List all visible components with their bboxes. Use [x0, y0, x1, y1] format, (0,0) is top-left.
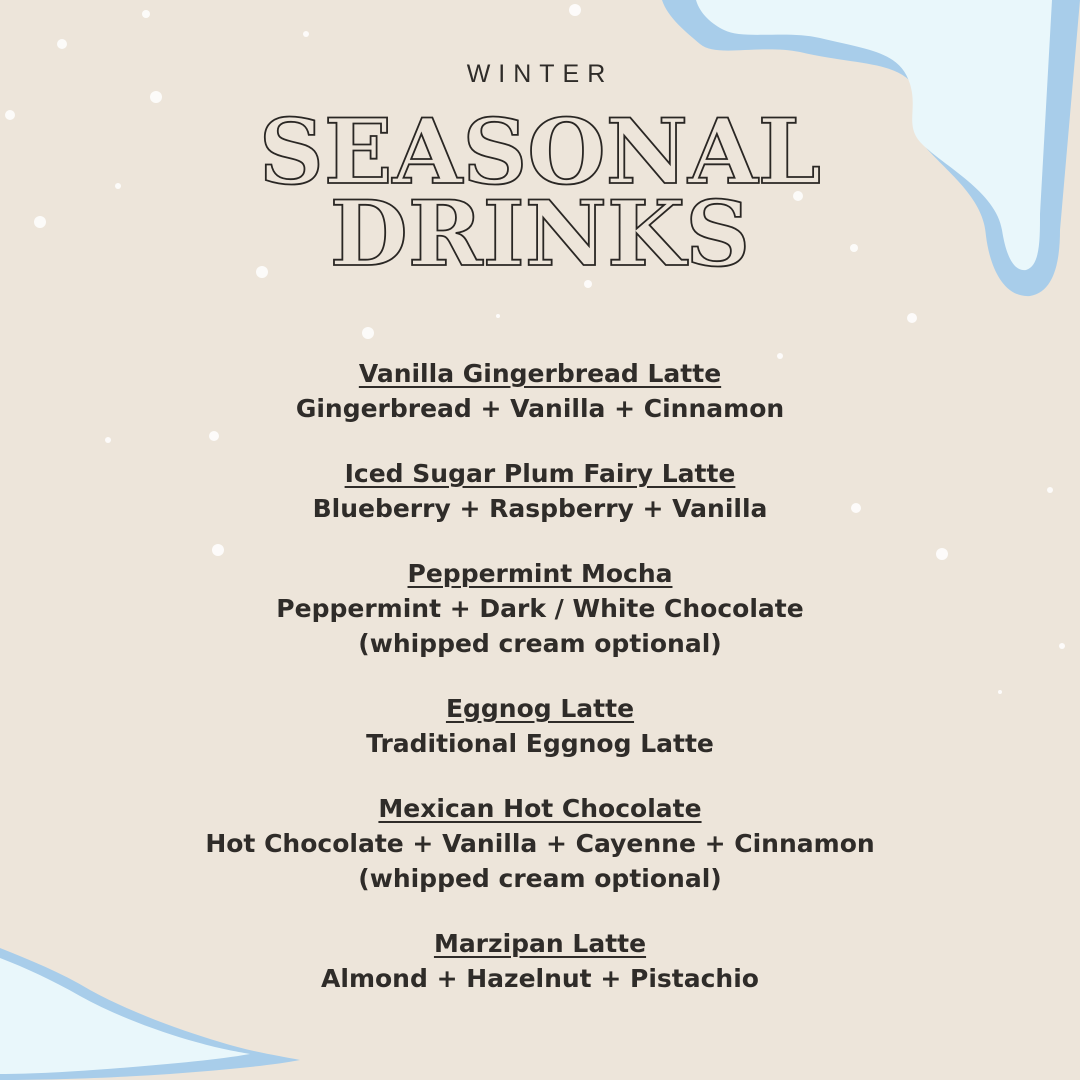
drink-name: Vanilla Gingerbread Latte [358, 359, 722, 388]
menu-item [0, 456, 1080, 526]
eyebrow-label: WINTER [466, 60, 614, 88]
menu-item [0, 791, 1080, 896]
drink-ingredients: Gingerbread + Vanilla + Cinnamon [295, 394, 785, 423]
drink-ingredients: Hot Chocolate + Vanilla + Cayenne + Cinnamon [205, 829, 875, 858]
drink-menu [0, 356, 1080, 1026]
drink-ingredients: Peppermint + Dark / White Chocolate [276, 594, 804, 623]
drink-ingredients: Almond + Hazelnut + Pistachio [321, 964, 759, 993]
drink-ingredients: Blueberry + Raspberry + Vanilla [312, 494, 768, 523]
drink-ingredients: Traditional Eggnog Latte [366, 729, 714, 758]
drink-ingredients: (whipped cream optional) [358, 864, 722, 893]
title-line-2: DRINKS [329, 181, 751, 287]
title-line-1: SEASONAL [258, 99, 822, 205]
drink-name: Eggnog Latte [445, 694, 635, 723]
menu-item [0, 926, 1080, 996]
drink-name: Marzipan Latte [433, 929, 647, 958]
drink-name: Iced Sugar Plum Fairy Latte [344, 459, 736, 488]
drink-name: Peppermint Mocha [407, 559, 673, 588]
drink-ingredients: (whipped cream optional) [358, 629, 722, 658]
menu-item [0, 356, 1080, 426]
drink-name: Mexican Hot Chocolate [378, 794, 702, 823]
menu-item [0, 556, 1080, 661]
page-title [0, 0, 1080, 300]
menu-item [0, 691, 1080, 761]
